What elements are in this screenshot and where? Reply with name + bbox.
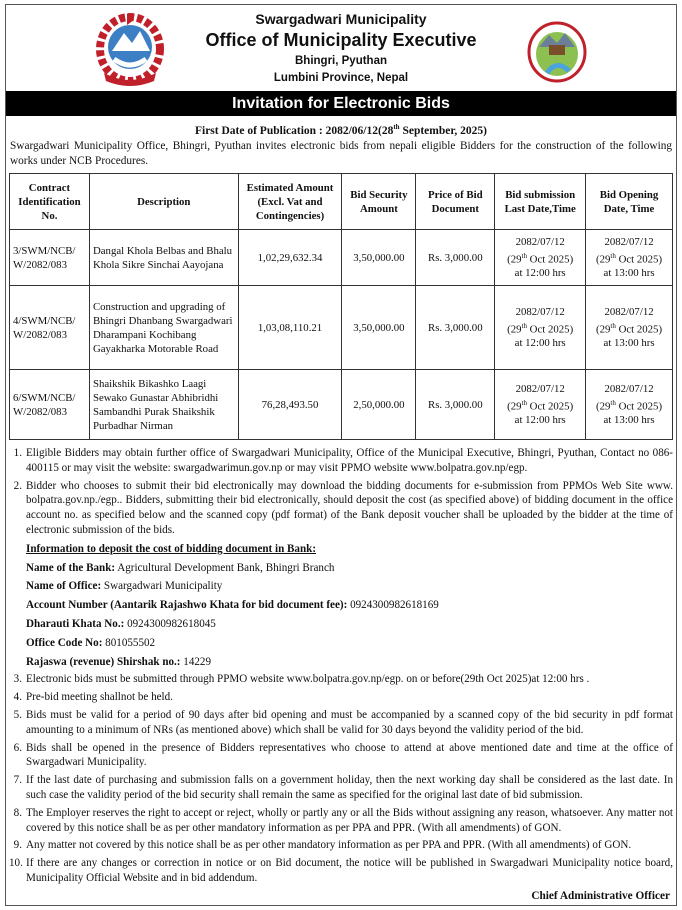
document-price: Rs. 3,000.00 xyxy=(416,286,495,370)
estimated-amount: 76,28,493.50 xyxy=(238,370,342,440)
col-header: Bid Security Amount xyxy=(342,174,416,230)
bid-security: 3,50,000.00 xyxy=(342,230,416,286)
note-item: 2. Bidder who chooses to submit their bid electronically may download the bidding documents for e-submission from PPMOs Web Site www. bolpatra.gov.np./egp.. Bidders, submitting their bid electronically, should deposit the cost (as specified above) of bidding document in the office account no. as specified below and the scanned copy (pdf format) of the Bank deposit voucher shall be uploaded by the bidder at the time of electronic submission of the bids. Information to deposit the cost of bidding document in Bank: Name of the Bank: Agricultural Development Bank, Bhingri Branch Name of Office: Swargadwari Municipality Account Number (Aantarik Rajashwo Khata for bid document fee): 0924300982618169 Dharauti Khata No.: 0924300982618045 Office Code No: 801055502 Rajaswa (revenue) Shirshak no.: 14229 xyxy=(13,479,673,668)
note-item: 3. Electronic bids must be submitted through PPMO website www.bolpatra.gov.np/egp. on or before(29th Oct 2025)at 12:00 hrs . xyxy=(13,673,590,686)
signature-title: Chief Administrative Officer xyxy=(531,890,670,902)
note-item: 8. The Employer reserves the right to accept or reject, wholly or partly any or all the Bids without assigning any reason, whatsoever. Any matter not covered by this notice shall be as per other mandatory information as per PPA and PPR. (With all amendments) of GON. xyxy=(13,806,673,834)
col-header: Price of Bid Document xyxy=(416,174,495,230)
table-row xyxy=(10,370,673,440)
note-item: 5. Bids must be valid for a period of 90 days after bid opening and must be accompanied by a scanned copy of the bid security in pdf format amounting to a minimum of NRs (as mentioned above) which shall be valid for 30 days beyond the validity period of the bid. xyxy=(13,708,673,736)
col-header: Bid Opening Date, Time xyxy=(586,174,673,230)
banner-title: Invitation for Electronic Bids xyxy=(6,91,676,116)
contract-id: 6/SWM/NCB/ W/2082/083 xyxy=(10,370,90,440)
estimated-amount: 1,02,29,632.34 xyxy=(238,230,342,286)
bid-security: 2,50,000.00 xyxy=(342,370,416,440)
bids-table xyxy=(9,173,673,440)
opening-date: 2082/07/12 (29th Oct 2025) at 13:00 hrs xyxy=(586,370,673,440)
note-item: 7. If the last date of purchasing and submission falls on a government holiday, then the next working day shall be considered as the last date. In such case the validity period of the bid security shall remain the same as specified for the original last date of bid submission. xyxy=(13,774,673,801)
notes-list xyxy=(9,443,673,886)
intro-paragraph: Swargadwari Municipality Office, Bhingri, Pyuthan invites electronic bids from nepali eligible Bidders for the construction of the following works under NCB Procedures. xyxy=(10,140,672,167)
contract-id: 4/SWM/NCB/ W/2082/083 xyxy=(10,286,90,370)
contract-id: 3/SWM/NCB/ W/2082/083 xyxy=(10,230,90,286)
estimated-amount: 1,03,08,110.21 xyxy=(238,286,342,370)
publication-date: First Date of Publication : 2082/06/12(28th September, 2025) xyxy=(194,123,487,137)
account-number: Account Number (Aantarik Rajashwo Khata for bid document fee): 0924300982618169 xyxy=(26,599,439,612)
bank-info-heading: Information to deposit the cost of bidding document in Bank: xyxy=(26,542,317,555)
office-name-info: Name of Office: Swargadwari Municipality xyxy=(26,580,223,593)
document-price: Rs. 3,000.00 xyxy=(416,230,495,286)
table-row xyxy=(10,286,673,370)
note-item: 6. Bids shall be opened in the presence of Bidders representatives who choose to attend at above mentioned date and time at the office of Swargadwari Municipality. xyxy=(13,741,673,769)
table-row xyxy=(10,230,673,286)
bank-info xyxy=(26,542,673,670)
revenue-shirshak: Rajaswa (revenue) Shirshak no.: 14229 xyxy=(26,655,212,668)
submission-date: 2082/07/12 (29th Oct 2025) at 12:00 hrs xyxy=(495,230,586,286)
notice-frame xyxy=(5,4,677,906)
municipality-name: Swargadwari Municipality xyxy=(255,11,427,27)
description: Shaikshik Bikashko Laagi Sewako Gunastar Abhibridhi Sambandhi Purak Shaikshik Purbadhar Nirman xyxy=(89,370,238,440)
office-location: Bhingri, Pyuthan xyxy=(295,55,387,67)
submission-date: 2082/07/12 (29th Oct 2025) at 12:00 hrs xyxy=(495,370,586,440)
bank-name: Name of the Bank: Agricultural Development Bank, Bhingri Branch xyxy=(26,561,335,574)
description: Dangal Khola Belbas and Bhalu Khola Sikre Sinchai Aayojana xyxy=(89,230,238,286)
col-header: Estimated Amount (Excl. Vat and Contingencies) xyxy=(238,174,342,230)
col-header: Bid submission Last Date,Time xyxy=(495,174,586,230)
opening-date: 2082/07/12 (29th Oct 2025) at 13:00 hrs xyxy=(586,230,673,286)
note-item: 1. Eligible Bidders may obtain further office of Swargadwari Municipality, Office of the Municipal Executive, Bhingri, Pyuthan, Contact no 086-400115 or may visit the website: swargadwarimun.gov.np or may visit PPMO website www.bolpatra.gov.np/egp. xyxy=(13,447,673,474)
col-header: Description xyxy=(89,174,238,230)
dharauti-khata: Dharauti Khata No.: 0924300982618045 xyxy=(26,617,216,630)
municipality-logo xyxy=(527,21,587,83)
opening-date: 2082/07/12 (29th Oct 2025) at 13:00 hrs xyxy=(586,286,673,370)
description: Construction and upgrading of Bhingri Dhanbang Swargadwari Dharampani Kochibang Gayakharka Motorable Road xyxy=(89,286,238,370)
office-name: Office of Municipality Executive xyxy=(205,30,477,50)
note-item: 9. Any matter not covered by this notice shall be as per other mandatory information as per PPA and PPR. (With all amendments) of GON. xyxy=(13,839,632,852)
header xyxy=(6,5,676,91)
col-header: Contract Identification No. xyxy=(10,174,90,230)
document-price: Rs. 3,000.00 xyxy=(416,370,495,440)
note-item: 10. If there are any changes or correction in notice or on Bid document, the notice will be published in Swargadwari Municipality notice board, Municipality Official Website and in bid addendum. xyxy=(9,857,673,884)
submission-date: 2082/07/12 (29th Oct 2025) at 12:00 hrs xyxy=(495,286,586,370)
note-item: 4. Pre-bid meeting shallnot be held. xyxy=(13,691,173,704)
bid-security: 3,50,000.00 xyxy=(342,286,416,370)
table-header-row xyxy=(10,174,673,230)
province: Lumbini Province, Nepal xyxy=(273,72,409,84)
office-code: Office Code No: 801055502 xyxy=(26,636,156,649)
